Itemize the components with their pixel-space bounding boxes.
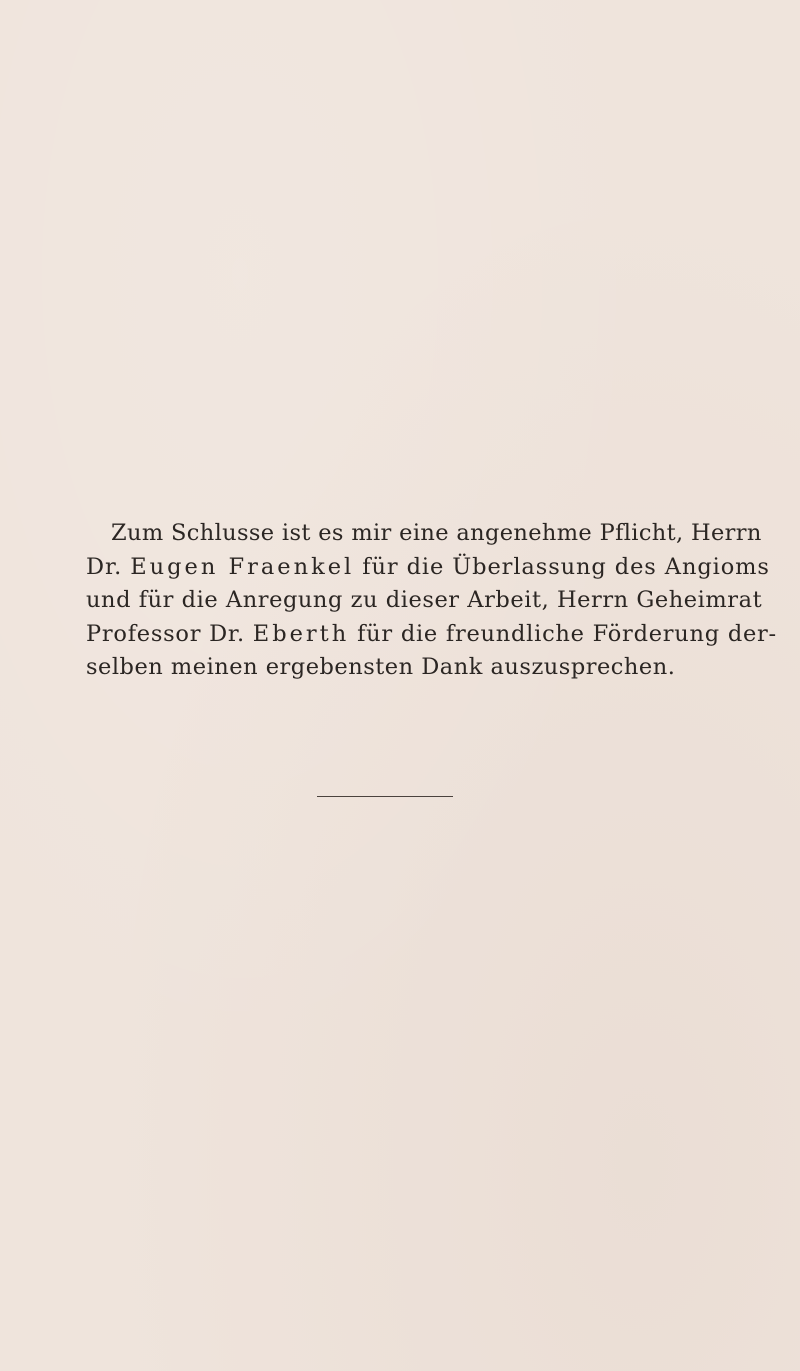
paragraph-line-5: selben meinen ergebensten Dank auszusprechen. (86, 654, 676, 680)
paragraph-line-2 (86, 551, 770, 585)
section-divider (317, 796, 453, 797)
paragraph-line-4-suffix: für die freundliche Förderung der- (349, 620, 777, 647)
paragraph-line-1: Zum Schlusse ist es mir eine angenehme Pflicht, Herrn (111, 520, 762, 546)
person-name-fraenkel: Eugen Fraenkel (130, 553, 355, 580)
paragraph-line-2-suffix: für die Überlassung des Angioms (354, 553, 770, 580)
paragraph-line-2-prefix: Dr. (86, 553, 131, 580)
acknowledgement-paragraph (86, 517, 777, 685)
paragraph-line-3: und für die Anregung zu dieser Arbeit, Herrn Geheimrat (86, 587, 763, 613)
paragraph-line-4-prefix: Professor Dr. (86, 620, 253, 647)
person-name-eberth: Eberth (252, 620, 350, 647)
paragraph-line-4 (86, 618, 777, 652)
